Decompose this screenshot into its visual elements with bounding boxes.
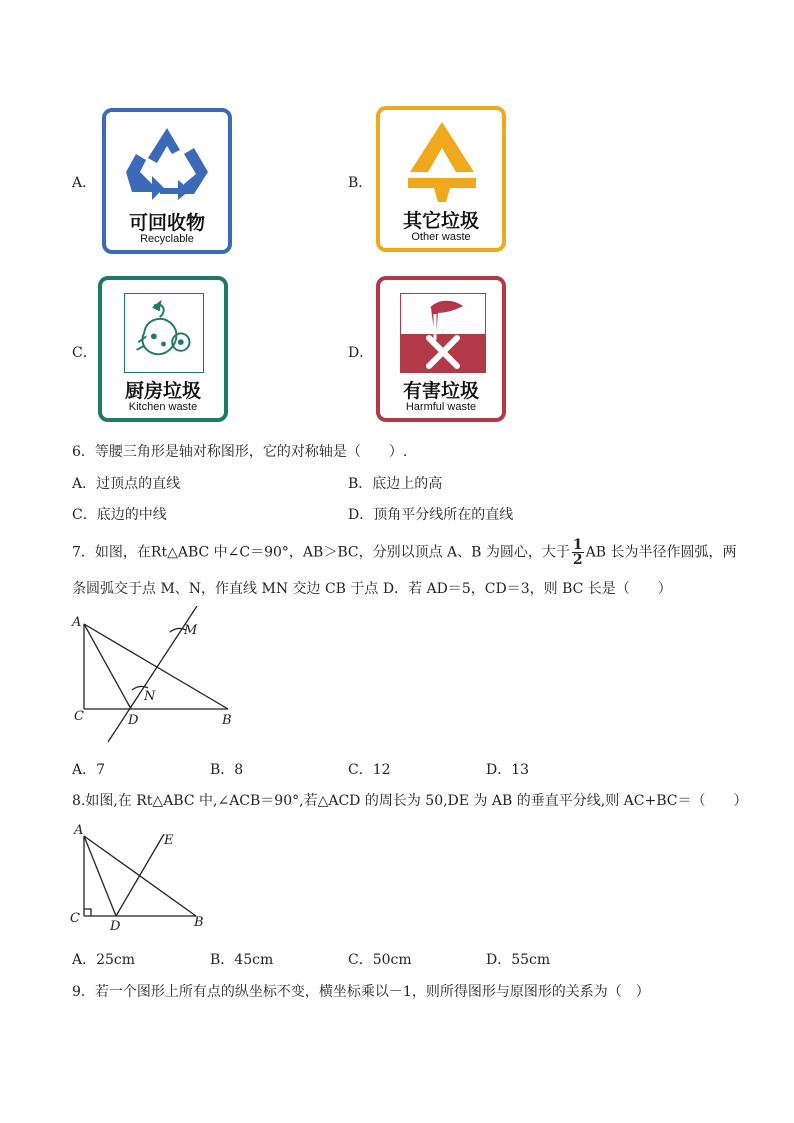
q8-option-c: C．50cm [348,952,412,968]
fraction-denominator: 2 [572,552,583,568]
q7-figure [66,606,256,746]
harmful-waste-sign [376,276,506,422]
label-c: C [70,911,80,926]
recyclable-zh: 可回收物 [128,212,205,234]
q6-option-b: B．底边上的高 [348,476,443,492]
harmful-waste-zh: 有害垃圾 [402,380,479,402]
label-c: C [74,709,84,724]
label-m: M [184,623,198,638]
option-b-letter: B． [348,175,373,191]
recycle-icon [124,124,210,204]
kitchen-waste-zh: 厨房垃圾 [124,380,201,402]
line-de [116,834,164,916]
label-d: D [128,713,139,728]
label-e: E [164,833,174,848]
q6-option-c: C．底边的中线 [72,507,167,523]
fraction-one-half [572,538,584,567]
q8-option-a: A．25cm [72,952,136,968]
kitchen-waste-en: Kitchen waste [128,401,198,413]
fraction-numerator: 1 [572,537,583,553]
kitchen-waste-sign [98,276,228,422]
q7-stem-line1 [72,538,736,567]
other-waste-en: Other waste [411,231,471,243]
label-d: D [110,919,121,934]
recyclable-sign [102,108,232,254]
label-a: A [72,615,82,630]
label-b: B [194,915,204,930]
q8-option-b: B．45cm [210,952,274,968]
q6-option-d: D．顶角平分线所在的直线 [348,507,514,523]
harmful-waste-icon [401,294,485,372]
label-n: N [144,689,156,704]
kitchen-icon-frame [124,293,204,373]
recyclable-en: Recyclable [140,233,194,245]
segment-ab [84,624,228,709]
right-angle-mark [84,909,91,916]
q7-option-b: B．8 [210,762,244,778]
option-a-letter: A． [72,175,97,191]
q7-stem-part2: AB 长为半径作圆弧，两 [585,544,737,561]
q8-figure [66,818,216,934]
other-waste-sign [376,106,506,252]
q7-option-d: D．13 [486,762,530,778]
harmful-waste-en: Harmful waste [405,401,477,413]
option-c-letter: C． [72,345,97,361]
kitchen-waste-icon [125,294,202,371]
harmful-icon-frame [400,293,486,373]
q7-option-a: A．7 [72,762,106,778]
q9-stem: 9．若一个图形上所有点的纵坐标不变，横坐标乘以－1，则所得图形与原图形的关系为（ ） [72,984,650,1000]
other-waste-zh: 其它垃圾 [402,210,479,232]
other-waste-icon [404,120,480,204]
option-d-letter: D． [348,345,374,361]
q6-stem: 6．等腰三角形是轴对称图形，它的对称轴是（ ）. [72,444,408,460]
q7-stem-line2: 条圆弧交于点 M、N，作直线 MN 交边 CB 于点 D．若 AD＝5，CD＝3，则 BC 长是（ ） [72,581,672,597]
q8-option-d: D．55cm [486,952,551,968]
q7-stem-part1: 7．如图，在Rt△ABC 中∠C＝90°，AB＞BC，分别以顶点 A、B 为圆心，大于 [72,544,570,561]
q6-option-a: A．过顶点的直线 [72,476,181,492]
q8-stem: 8.如图,在 Rt△ABC 中,∠ACB＝90°,若△ACD 的周长为 50,DE 为 AB 的垂直平分线,则 AC+BC＝（ ） [72,793,748,809]
label-b: B [222,713,232,728]
segment-ad [84,624,131,709]
q7-option-c: C．12 [348,762,391,778]
label-a: A [74,823,84,838]
